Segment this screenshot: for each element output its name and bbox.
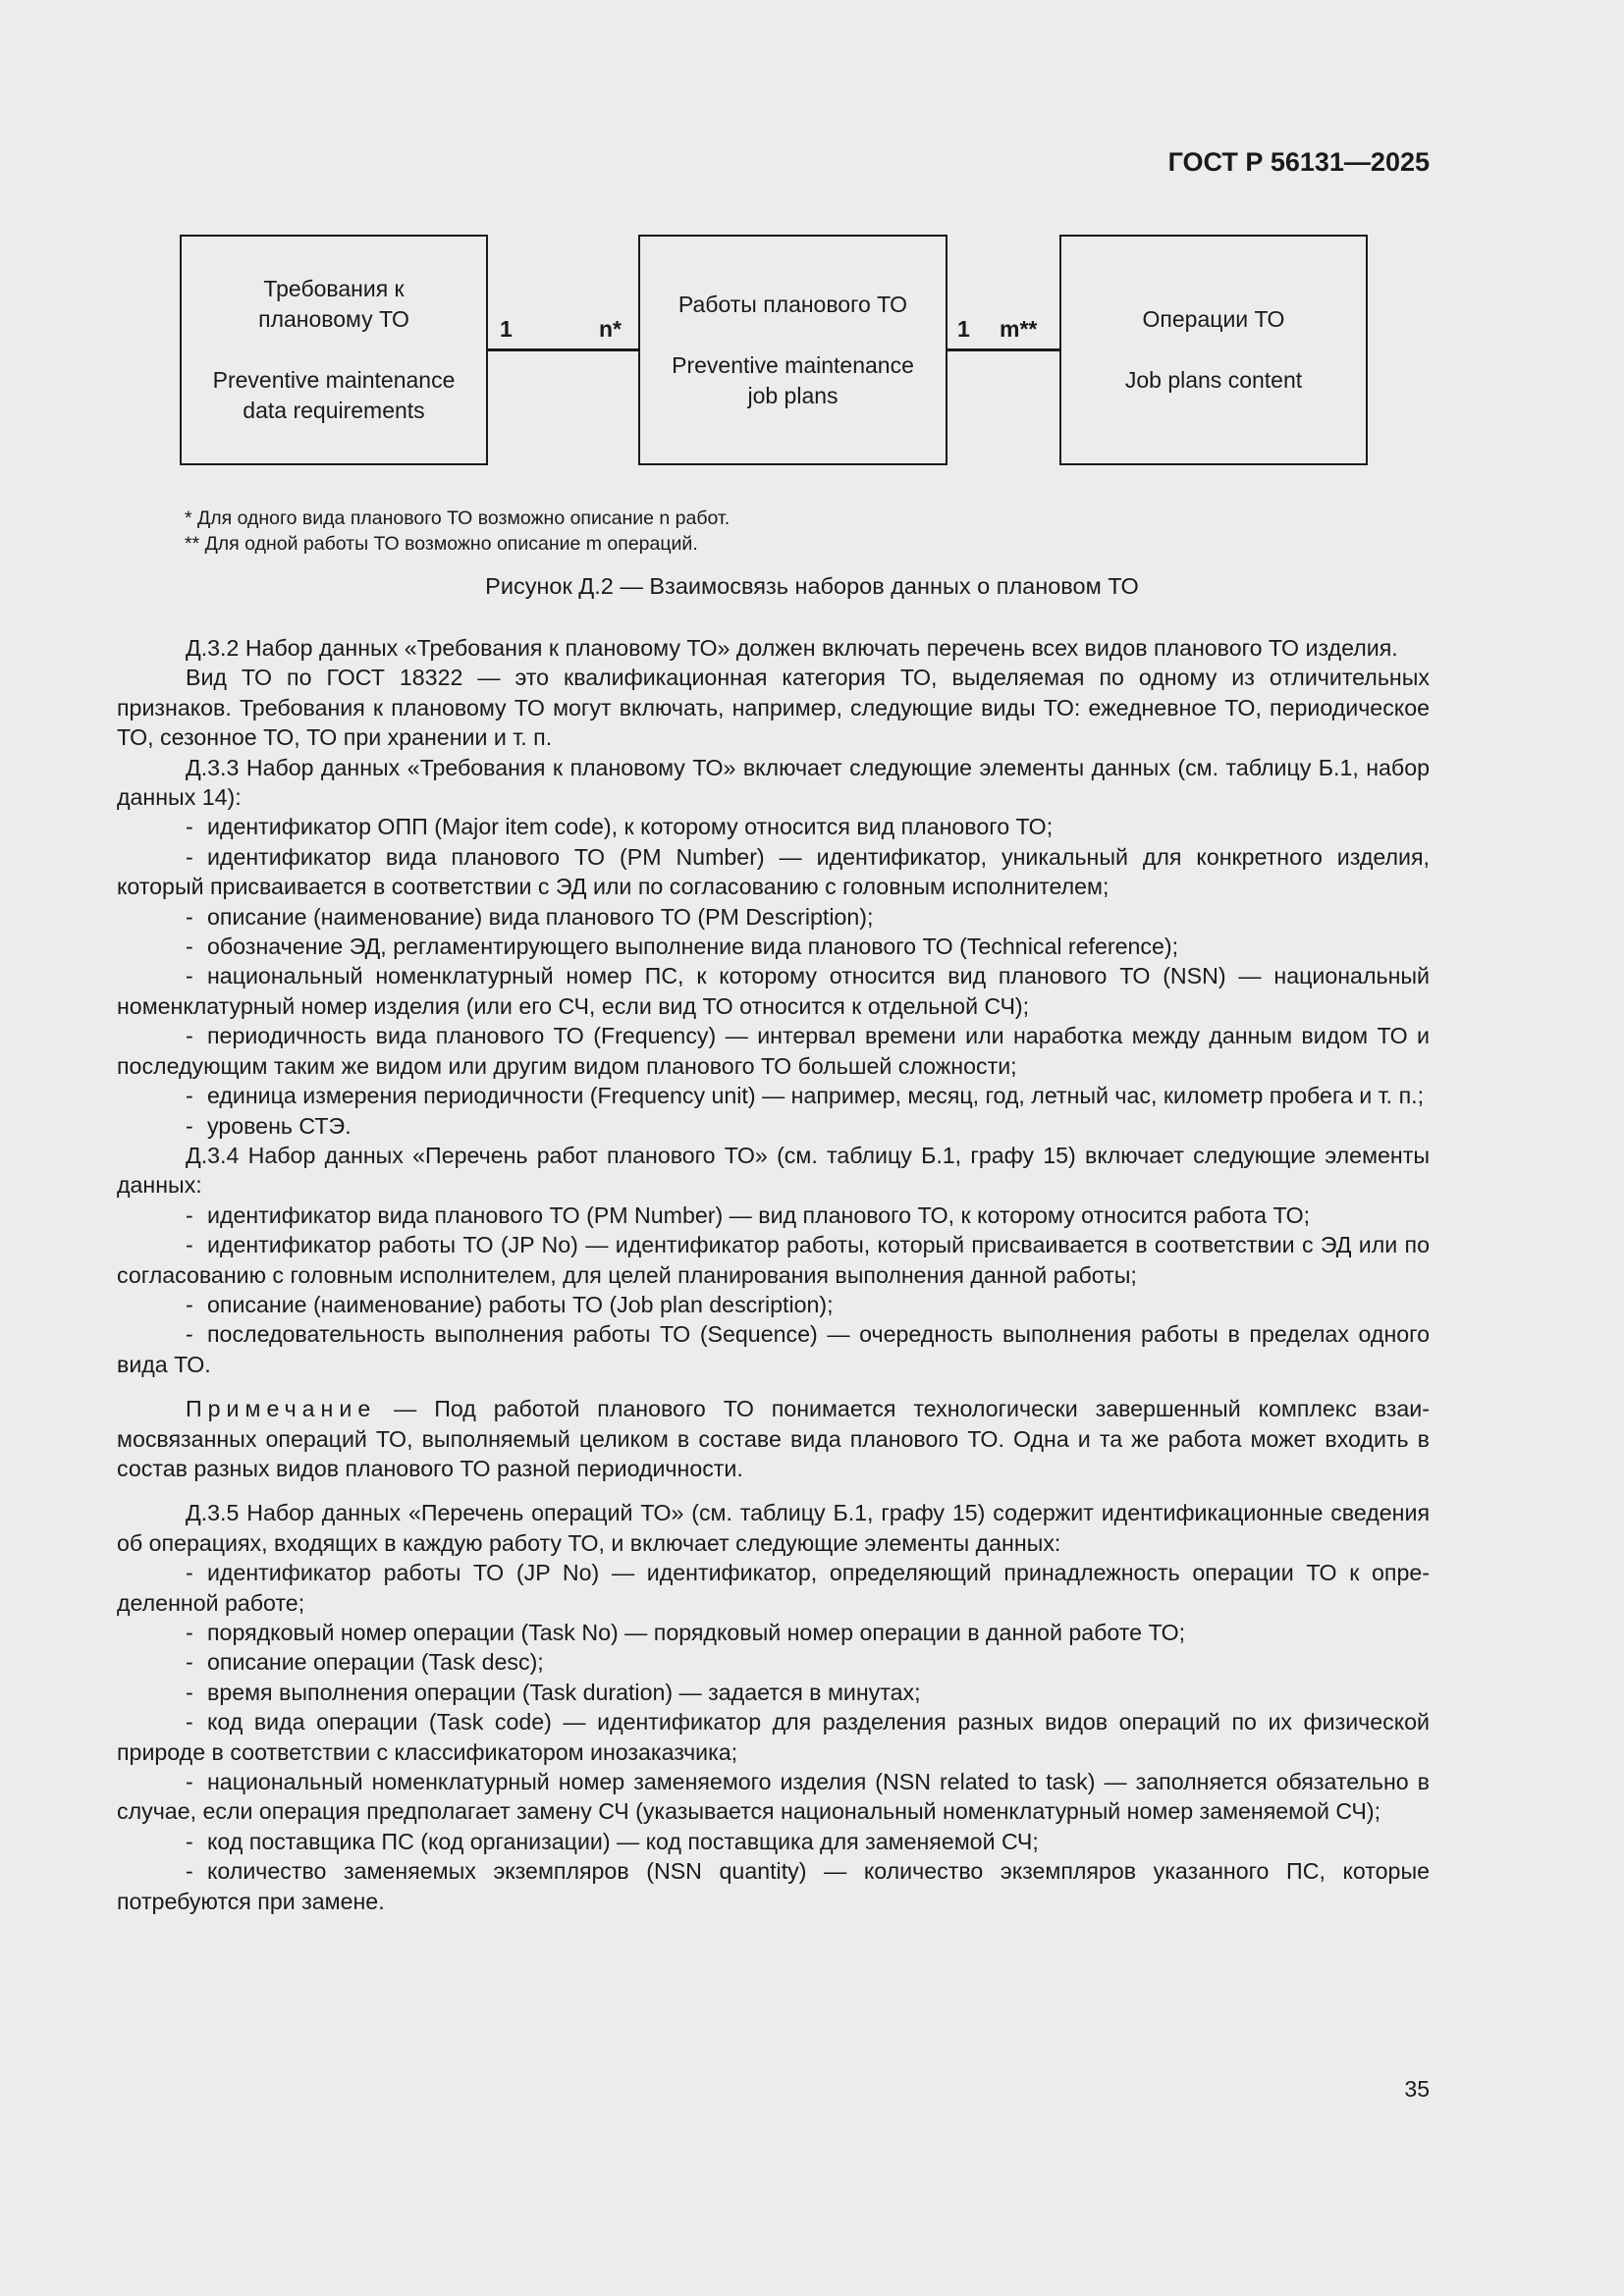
footnote: * Для одного вида планового ТО возможно описание n работ. [185,507,731,529]
connector-line [488,348,638,351]
list-d35 [117,1558,1430,1916]
list-item [117,1558,1430,1618]
list-item-text: идентификатор вида планового ТО (PM Number) — вид планового ТО, к которому относится работа ТО; [207,1201,1311,1228]
box-job-plans [638,235,947,465]
list-d34 [117,1201,1430,1379]
paragraph: Д.3.2 Набор данных «Требования к плановому ТО» должен включать перечень всех видов планового ТО изделия. [186,635,1398,661]
list-item-text: идентификатор ОПП (Major item code), к которому относится вид планового ТО; [207,814,1054,840]
list-marker: - [186,814,193,840]
paragraph: Д.3.5 Набор данных «Перечень операций ТО» (см. таблицу Б.1, графу 15) содержит идентификационные сведения об операциях, входящих в каждую работу ТО, и включает следующие элементы данных: [117,1500,1430,1556]
list-marker: - [186,1321,193,1348]
note-paragraph [117,1394,1430,1483]
list-item [117,1707,1430,1767]
paragraph: Вид ТО по ГОСТ 18322 — это квалификационная категория ТО, выделяемая по одному из отличительных признаков. Требования к плановому ТО могут включать, например, следующие виды ТО: ежедневное ТО, периодическое ТО, сезонное ТО, ТО при хранении и т. п. [117,665,1430,751]
list-item-text: идентификатор работы ТО (JP No) — идентификатор, определяющий принадлежность операции ТО к определенной работе; [117,1560,1430,1616]
list-marker: - [186,843,193,870]
box-label: Job plans content [1124,367,1303,393]
document-header: ГОСТ Р 56131—2025 [1167,147,1430,177]
list-marker: - [186,1083,193,1109]
list-item-text: время выполнения операции (Task duration) — задается в минутах; [207,1679,921,1705]
list-marker: - [186,1620,193,1645]
box-label: data requirements [243,398,425,423]
list-item-text: последовательность выполнения работы ТО (Sequence) — очередность выполнения работы в пределах одного вида ТО. [117,1321,1430,1377]
list-marker: - [186,1232,193,1258]
box-label: плановому ТО [258,306,409,332]
list-marker: - [186,1023,193,1049]
list-marker: - [186,1858,193,1885]
list-item-text: единица измерения периодичности (Frequency unit) — например, месяц, год, летный час, километр пробега и т. п.; [207,1083,1425,1109]
list-item [117,1618,1430,1647]
list-item [117,932,1430,961]
multiplicity-label: 1 [957,316,970,342]
connector-line [947,348,1059,351]
list-item-text: количество заменяемых экземпляров (NSN quantity) — количество экземпляров указанного ПС, которые потребуются при замене. [117,1858,1430,1914]
box-label: job plans [747,382,839,408]
list-item-text: идентификатор работы ТО (JP No) — идентификатор работы, который присваивается в соответствии с ЭД или по согласованию с головным исполнителем, для целей планирования выполнения данной работы; [117,1232,1430,1288]
paragraph: Д.3.3 Набор данных «Требования к плановому ТО» включает следующие элементы данных (см. таблицу Б.1, набор данных 14): [117,754,1430,811]
box-label: Preventive maintenance [212,367,456,393]
figure-caption: Рисунок Д.2 — Взаимосвязь наборов данных о плановом ТО [485,573,1139,599]
list-item [117,1201,1430,1230]
list-item-text: код поставщика ПС (код организации) — код поставщика для заменяемой СЧ; [207,1828,1039,1854]
list-marker: - [186,1649,193,1676]
list-item-text: идентификатор вида планового ТО (PM Number) — идентификатор, уникальный для конкретного изделия, который присваивается в соответствии с ЭД или по согласованию с головным исполнителем; [117,843,1430,900]
footnote: ** Для одной работы ТО возможно описание m операций. [185,533,698,555]
paragraph: Д.3.4 Набор данных «Перечень работ планового ТО» (см. таблицу Б.1, графу 15) включает следующие элементы данных: [117,1142,1430,1199]
page-number: 35 [1404,2076,1430,2102]
list-item-text: периодичность вида планового ТО (Frequency) — интервал времени или наработка между данным видом ТО и последующим таким же видом или другим видом планового ТО большей сложности; [117,1023,1430,1079]
list-marker: - [186,1828,193,1854]
list-marker: - [186,1560,193,1586]
list-marker: - [186,1769,193,1795]
list-item-text: описание (наименование) работы ТО (Job plan description); [207,1291,834,1317]
list-item [117,1319,1430,1379]
list-item [117,1021,1430,1081]
list-item-text: порядковый номер операции (Task No) — порядковый номер операции в данной работе ТО; [207,1620,1186,1645]
list-marker: - [186,1112,193,1139]
box-label: Preventive maintenance [672,351,914,378]
data-set-relationship-diagram [0,0,1624,491]
list-marker: - [186,934,193,960]
note-text: — Под работой планового ТО понимается технологически завершенный комплекс взаимосвязанных операций ТО, выполняемый целиком в составе вида планового ТО. Одна и та же работа может входить в состав разных видов планового ТО разной периодичности. [117,1396,1430,1481]
list-item [117,1827,1430,1856]
multiplicity-label: 1 [500,316,513,342]
list-marker: - [186,1709,193,1735]
list-item [117,1678,1430,1707]
list-marker: - [186,903,193,930]
list-marker: - [186,963,193,989]
list-item [117,1767,1430,1827]
list-item-text: уровень СТЭ. [207,1112,352,1139]
list-item [117,842,1430,902]
list-item-text: национальный номенклатурный номер заменяемого изделия (NSN related to task) — заполняется обязательно в случае, если операция предполагает замену СЧ (указывается национальный номенклатурный номер заменяемой СЧ); [117,1769,1430,1825]
list-d33 [117,812,1430,1140]
list-item [117,1290,1430,1319]
box-label: Работы планового ТО [677,291,908,317]
list-item-text: код вида операции (Task code) — идентификатор для разделения разных видов операций по их физической природе в соответствии с классификатором инозаказчика; [117,1709,1430,1765]
multiplicity-label: m** [1000,316,1038,342]
box-label: Операции ТО [1142,306,1285,332]
list-item [117,1111,1430,1141]
list-item [117,812,1430,841]
list-item-text: описание операции (Task desc); [207,1649,544,1676]
box-preventive-maintenance-requirements [180,235,488,465]
list-item [117,902,1430,932]
list-marker: - [186,1201,193,1228]
box-label: Требования к [263,276,405,301]
list-marker: - [186,1291,193,1317]
list-marker: - [186,1679,193,1705]
multiplicity-label: n* [599,316,622,342]
list-item [117,1647,1430,1677]
list-item [117,1230,1430,1290]
list-item [117,1856,1430,1916]
figure-footnotes [185,506,730,557]
list-item [117,1081,1430,1110]
list-item-text: национальный номенклатурный номер ПС, к которому относится вид планового ТО (NSN) — национальный номенклатурный номер изделия (или его СЧ, если вид ТО относится к отдельной СЧ); [117,963,1430,1019]
list-item [117,961,1430,1021]
box-job-plans-content [1059,235,1368,465]
document-body [117,633,1430,1916]
list-item-text: описание (наименование) вида планового ТО (PM Description); [207,903,874,930]
note-label: Примечание [186,1396,377,1422]
list-item-text: обозначение ЭД, регламентирующего выполнение вида планового ТО (Technical reference); [207,934,1179,960]
